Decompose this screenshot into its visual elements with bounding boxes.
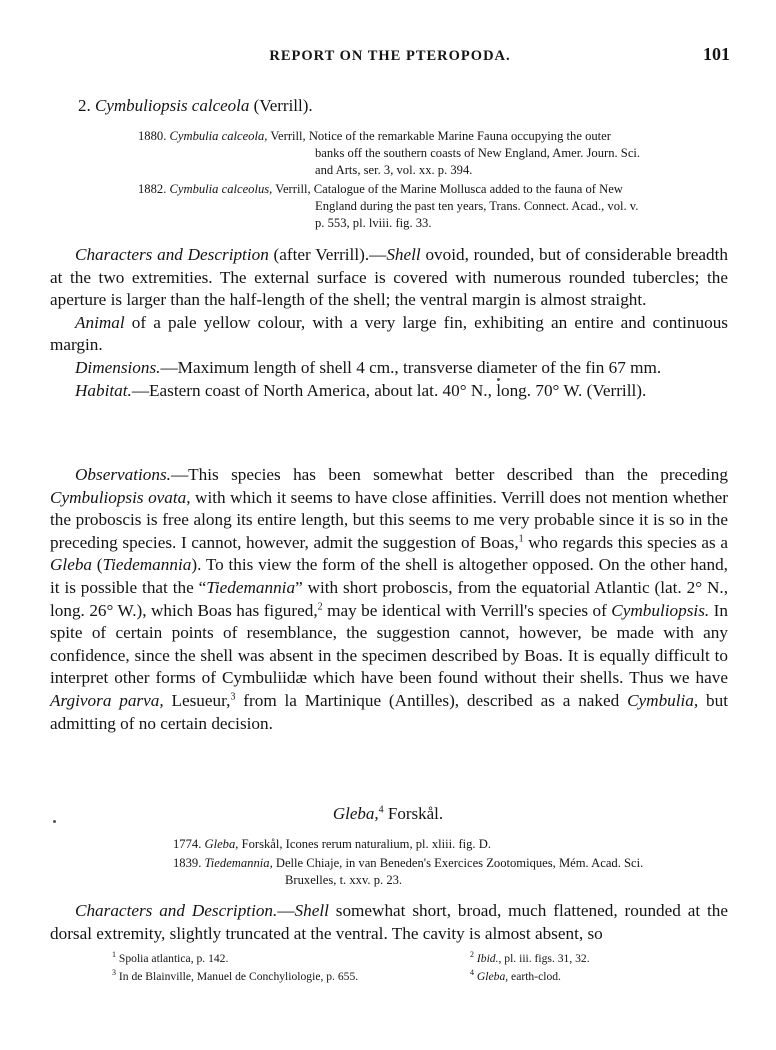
footnote-mark: 2 — [470, 950, 474, 960]
obs-text: from la Martinique (Antilles), described as a naked — [235, 690, 628, 710]
synonymy-list — [138, 128, 728, 234]
genus-description-block — [50, 900, 728, 945]
description-block — [50, 244, 728, 402]
characters-paragraph — [50, 244, 728, 312]
page-header — [50, 44, 730, 68]
species-name: Cymbuliopsis calceola — [95, 96, 250, 115]
obs-taxon: Tiedemannia — [102, 555, 192, 575]
shell-label: Shell — [386, 245, 421, 264]
obs-taxon: Cymbuliopsis ovata, — [50, 487, 191, 507]
footnote-text: Spolia atlantica, p. 142. — [116, 952, 229, 965]
synonymy-taxon: Cymbulia calceolus, — [169, 182, 273, 196]
footnote-column — [112, 950, 358, 986]
footnote-text: , earth-clod. — [505, 970, 561, 983]
synonymy-ref: Verrill, Catalogue of the Marine Mollusca added to the fauna of New — [275, 182, 623, 196]
animal-label: Animal — [75, 312, 125, 332]
characters-text: (after Verrill).— — [268, 245, 387, 264]
genus-name: Gleba, — [332, 804, 379, 823]
synonymy-entry — [138, 128, 728, 179]
obs-text: may be identical with Verrill's species of — [322, 600, 612, 620]
synonymy-year: 1839. — [173, 856, 202, 870]
obs-text: who regards this species as a — [523, 532, 728, 552]
print-speck — [497, 378, 500, 381]
synonymy-ref-cont: England during the past ten years, Trans. Connect. Acad., vol. v. — [315, 199, 639, 213]
obs-text: ). To this view the form of the shell is altogether opposed. On the other hand, it is possible that the “ — [50, 555, 728, 597]
footnote-ref: 4 — [378, 804, 384, 816]
synonymy-taxon: Cymbulia calceola, — [169, 129, 268, 143]
synonymy-taxon: Gleba, — [204, 837, 239, 851]
footnote-mark: 4 — [470, 968, 474, 978]
animal-text: of a pale yellow colour, with a very large fin, exhibiting an entire and continuous margin. — [50, 312, 728, 355]
synonymy-year: 1774. — [173, 837, 202, 851]
footnote-italic: Ibid. — [476, 952, 499, 965]
characters-label: Characters and Description — [75, 245, 269, 264]
footnote — [470, 968, 590, 986]
observations-paragraph — [50, 464, 728, 735]
synonymy-ref: Forskål, Icones rerum naturalium, pl. xliii. fig. D. — [241, 837, 491, 851]
synonymy-ref-cont: banks off the southern coasts of New England, Amer. Journ. Sci. — [315, 146, 641, 160]
characters-2-text: somewhat short, broad, much flattened, rounded at the dorsal extremity, slightly truncated at the ventral. The cavity is almost absent, so — [50, 901, 728, 943]
shell-text: ovoid, rounded, but of considerable breadth at the two extremities. The external surface is covered with numerous rounded tubercles; the aperture is larger than the half-length of the shell; the ventral margin is almost straight. — [50, 245, 728, 310]
footnote-text: In de Blainville, Manuel de Conchyliologie, p. 655. — [116, 970, 359, 983]
obs-text: In spite of certain points of resemblance, the suggestion cannot, however, be made with any confidence, since the shell was absent in the specimen described by Boas. It is equally difficult to interpret other forms of Cymbuliidæ which have been found without their shells. Thus we have — [50, 600, 728, 688]
synonymy-year: 1880. — [138, 129, 167, 143]
characters-2-label: Characters and Description. — [75, 901, 278, 920]
dimensions-label: Dimensions. — [75, 357, 161, 377]
observations-block — [50, 464, 728, 735]
obs-taxon: Cymbulia, — [627, 690, 699, 710]
dash: — — [277, 901, 295, 920]
footnote — [112, 968, 358, 986]
characters-2-paragraph — [50, 900, 728, 945]
synonymy-entry — [173, 836, 733, 853]
synonymy-ref-cont: Bruxelles, t. xxv. p. 23. — [285, 873, 403, 887]
footnote-ref: 1 — [518, 533, 524, 545]
synonymy-list-2 — [173, 836, 733, 891]
genus-heading — [0, 804, 776, 824]
obs-taxon: Cymbuliopsis. — [611, 600, 710, 620]
habitat-paragraph — [50, 380, 728, 403]
dimensions-text: —Maximum length of shell 4 cm., transverse diameter of the fin 67 mm. — [160, 357, 662, 377]
synonymy-entry — [138, 181, 728, 232]
animal-paragraph — [50, 312, 728, 357]
habitat-label: Habitat. — [75, 380, 132, 400]
obs-text: with which it seems to have close affinities. Verrill does not mention whether the proboscis is free along its entire length, but this seems to me very probable since it is so in the preceding species. I cannot, however, admit the suggestion of Boas, — [50, 487, 728, 552]
obs-taxon: Gleba — [50, 555, 93, 575]
footnote-ref: 2 — [317, 600, 323, 612]
synonymy-ref-cont: p. 553, pl. lviii. fig. 33. — [315, 216, 432, 230]
synonymy-ref: Delle Chiaje, in van Beneden's Exercices Zootomiques, Mém. Acad. Sci. — [275, 856, 644, 870]
footnote-text: , pl. iii. figs. 31, 32. — [498, 952, 590, 965]
genus-author: Forskål. — [383, 804, 444, 823]
obs-text: ( — [92, 555, 103, 575]
synonymy-taxon: Tiedemannia, — [204, 856, 273, 870]
footnote-ref: 3 — [230, 691, 236, 703]
footnote-mark: 3 — [112, 968, 116, 978]
species-number: 2. — [78, 96, 91, 115]
synonymy-ref: Verrill, Notice of the remarkable Marine Fauna occupying the outer — [270, 129, 611, 143]
obs-text: but admitting of no certain decision. — [50, 690, 728, 733]
observations-label: Observations. — [75, 465, 171, 484]
habitat-text: —Eastern coast of North America, about lat. 40° N., long. 70° W. (Verrill). — [131, 380, 647, 400]
print-speck — [53, 820, 56, 823]
footnote-mark: 1 — [112, 950, 116, 960]
species-heading — [78, 96, 313, 116]
species-author: (Verrill). — [253, 96, 313, 115]
running-head: REPORT ON THE PTEROPODA. — [269, 48, 511, 64]
footnote — [112, 950, 358, 968]
obs-taxon: Argivora parva, — [50, 690, 164, 710]
obs-taxon: Tiedemannia — [206, 577, 296, 597]
footnote — [470, 950, 590, 968]
obs-text: Lesueur, — [163, 690, 231, 710]
obs-text: —This species has been somewhat better described than the preceding — [170, 465, 728, 484]
page-number: 101 — [703, 44, 730, 64]
synonymy-year: 1882. — [138, 182, 167, 196]
footnote-column — [470, 950, 590, 986]
shell-label: Shell — [294, 901, 329, 920]
footnote-italic: Gleba — [476, 970, 506, 983]
synonymy-ref-cont: and Arts, ser. 3, vol. xx. p. 394. — [315, 163, 473, 177]
synonymy-entry — [173, 855, 733, 889]
dimensions-paragraph — [50, 357, 728, 380]
obs-text: ” with short proboscis, from the equatorial Atlantic (lat. 2° N., long. 26° W.), which Boas has figured, — [50, 577, 728, 620]
